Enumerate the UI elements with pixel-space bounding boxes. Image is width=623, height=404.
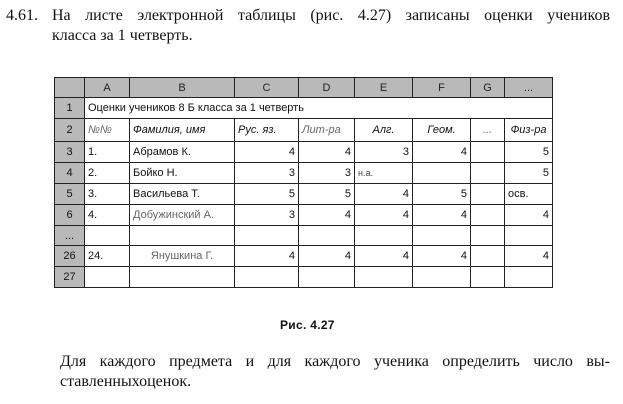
cell-number[interactable]: 24. <box>85 246 130 267</box>
cell-empty[interactable] <box>413 226 471 246</box>
cell-algebra[interactable]: 4 <box>355 205 413 226</box>
cell-literature[interactable]: 4 <box>299 142 355 163</box>
cell-literature[interactable]: 4 <box>299 205 355 226</box>
cell-empty[interactable] <box>235 226 299 246</box>
cell-geometry[interactable]: 4 <box>413 205 471 226</box>
row-header-4[interactable]: 4 <box>55 163 85 184</box>
cell-name[interactable]: Бойко Н. <box>130 163 235 184</box>
cell-geometry[interactable]: 5 <box>413 184 471 205</box>
header-cell-russian[interactable]: Рус. яз. <box>235 119 299 142</box>
problem-text-line-2: класса за 1 четверть. <box>52 27 193 44</box>
cell-physical-education[interactable]: 4 <box>505 246 553 267</box>
column-header-g[interactable]: G <box>471 78 505 98</box>
column-header-a[interactable]: A <box>85 78 130 98</box>
figure-caption: Рис. 4.27 <box>280 318 335 332</box>
table-row-1 <box>55 98 553 119</box>
column-header-c[interactable]: C <box>235 78 299 98</box>
cell-empty[interactable] <box>130 267 235 288</box>
table-row-4 <box>55 163 553 184</box>
cell-empty[interactable] <box>299 226 355 246</box>
header-cell-name[interactable]: Фамилия, имя <box>130 119 235 142</box>
row-header-26[interactable]: 26 <box>55 246 85 267</box>
cell-name[interactable]: Васильева Т. <box>130 184 235 205</box>
cell-name[interactable]: Абрамов К. <box>130 142 235 163</box>
column-header-row <box>55 78 553 98</box>
cell-algebra[interactable]: н.а. <box>355 163 413 184</box>
cell-empty[interactable] <box>471 267 505 288</box>
problem-text-line-1: На листе электронной таблицы (рис. 4.27) записаны оценки учеников <box>52 7 610 24</box>
cell-russian[interactable]: 4 <box>235 246 299 267</box>
cell-literature[interactable]: 3 <box>299 163 355 184</box>
column-header-e[interactable]: E <box>355 78 413 98</box>
cell-physical-education[interactable]: осв. <box>505 184 553 205</box>
row-header-2[interactable]: 2 <box>55 119 85 142</box>
table-row-26 <box>55 246 553 267</box>
cell-empty[interactable] <box>505 267 553 288</box>
header-cell-literature[interactable]: Лит-ра <box>299 119 355 142</box>
corner-cell[interactable] <box>55 78 85 98</box>
row-header-5[interactable]: 5 <box>55 184 85 205</box>
cell-empty[interactable] <box>355 226 413 246</box>
header-cell-number[interactable]: №№ <box>85 119 130 142</box>
header-cell-physical-education[interactable]: Физ-ра <box>505 119 553 142</box>
cell-literature[interactable]: 5 <box>299 184 355 205</box>
cell-empty[interactable] <box>130 226 235 246</box>
table-row-27 <box>55 267 553 288</box>
spreadsheet <box>54 77 553 288</box>
cell-empty[interactable] <box>471 226 505 246</box>
cell-russian[interactable]: 5 <box>235 184 299 205</box>
table-row-3 <box>55 142 553 163</box>
problem-number: 4.61. <box>6 7 38 24</box>
cell-russian[interactable]: 4 <box>235 142 299 163</box>
cell-russian[interactable]: 3 <box>235 205 299 226</box>
row-header-27[interactable]: 27 <box>55 267 85 288</box>
cell-physical-education[interactable]: 5 <box>505 142 553 163</box>
column-header-more[interactable]: ... <box>505 78 553 98</box>
cell-number[interactable]: 2. <box>85 163 130 184</box>
cell-g[interactable] <box>471 184 505 205</box>
column-header-f[interactable]: F <box>413 78 471 98</box>
header-cell-algebra[interactable]: Алг. <box>355 119 413 142</box>
cell-physical-education[interactable]: 4 <box>505 205 553 226</box>
cell-empty[interactable] <box>505 226 553 246</box>
row-header-ellipsis[interactable]: ... <box>55 226 85 246</box>
cell-literature[interactable]: 4 <box>299 246 355 267</box>
cell-geometry[interactable] <box>413 163 471 184</box>
cell-number[interactable]: 4. <box>85 205 130 226</box>
cell-empty[interactable] <box>355 267 413 288</box>
cell-physical-education[interactable]: 5 <box>505 163 553 184</box>
column-header-b[interactable]: B <box>130 78 235 98</box>
cell-empty[interactable] <box>85 226 130 246</box>
cell-g[interactable] <box>471 246 505 267</box>
table-row-6 <box>55 205 553 226</box>
row-header-3[interactable]: 3 <box>55 142 85 163</box>
row-header-1[interactable]: 1 <box>55 98 85 119</box>
cell-empty[interactable] <box>299 267 355 288</box>
column-header-d[interactable]: D <box>299 78 355 98</box>
cell-name[interactable]: Добужинский А. <box>130 205 235 226</box>
cell-g[interactable] <box>471 142 505 163</box>
header-cell-more[interactable]: ... <box>471 119 505 142</box>
cell-geometry[interactable]: 4 <box>413 246 471 267</box>
cell-empty[interactable] <box>85 267 130 288</box>
cell-g[interactable] <box>471 205 505 226</box>
table-title-cell[interactable]: Оценки учеников 8 Б класса за 1 четверть <box>85 98 553 119</box>
row-header-6[interactable]: 6 <box>55 205 85 226</box>
task-text-line-1: Для каждого предмета и для каждого ученика определить число вы- <box>60 353 610 370</box>
cell-algebra[interactable]: 3 <box>355 142 413 163</box>
table-row-ellipsis <box>55 226 553 246</box>
cell-algebra[interactable]: 4 <box>355 246 413 267</box>
task-text-line-2: ставленныхоценок. <box>60 373 192 390</box>
cell-number[interactable]: 3. <box>85 184 130 205</box>
cell-name[interactable]: Янушкина Г. <box>130 246 235 267</box>
cell-russian[interactable]: 3 <box>235 163 299 184</box>
cell-number[interactable]: 1. <box>85 142 130 163</box>
header-cell-geometry[interactable]: Геом. <box>413 119 471 142</box>
cell-empty[interactable] <box>413 267 471 288</box>
cell-g[interactable] <box>471 163 505 184</box>
cell-algebra[interactable]: 4 <box>355 184 413 205</box>
task-statement <box>60 352 610 392</box>
cell-geometry[interactable]: 4 <box>413 142 471 163</box>
table-row-2 <box>55 119 553 142</box>
table-row-5 <box>55 184 553 205</box>
cell-empty[interactable] <box>235 267 299 288</box>
